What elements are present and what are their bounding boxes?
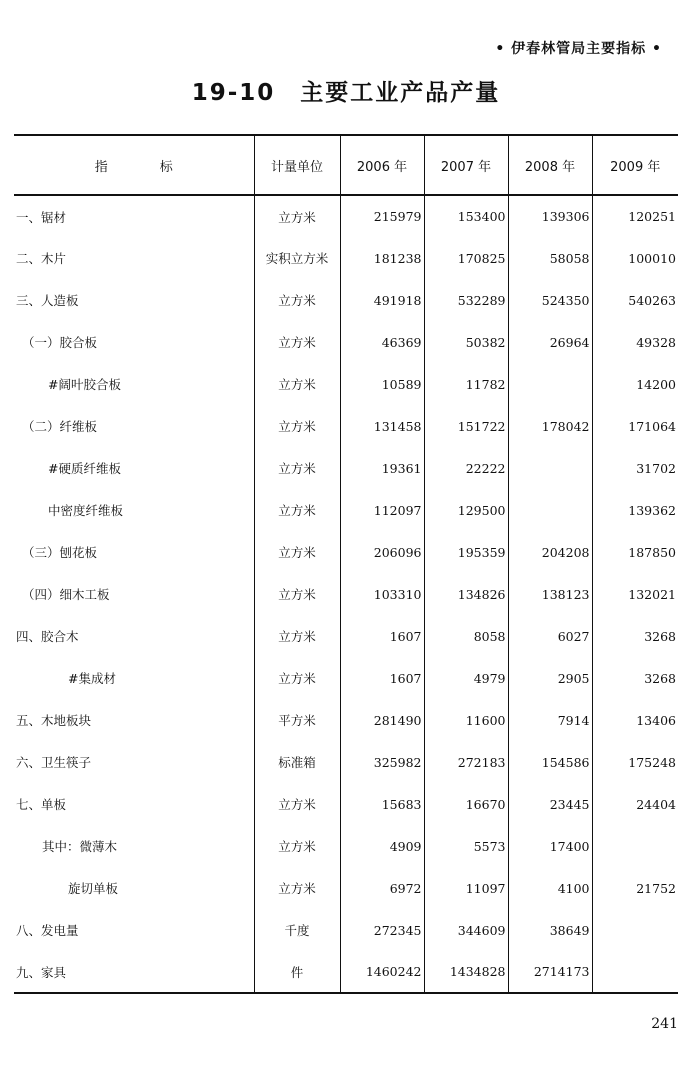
row-unit-cell: 立方米 — [254, 195, 340, 237]
row-value-2007: 272183 — [424, 741, 508, 783]
row-value-2009: 13406 — [592, 699, 678, 741]
row-unit-cell: 立方米 — [254, 279, 340, 321]
table-row — [14, 405, 678, 447]
row-indicator-cell: 旋切单板 — [68, 881, 119, 896]
table-row — [14, 699, 678, 741]
page-number: 241 — [651, 1016, 678, 1032]
row-value-2006: 112097 — [340, 489, 424, 531]
table-row — [14, 531, 678, 573]
row-value-2009 — [592, 909, 678, 951]
row-value-2006: 1607 — [340, 615, 424, 657]
row-unit-cell: 立方米 — [254, 615, 340, 657]
row-value-2009: 540263 — [592, 279, 678, 321]
row-value-2009: 100010 — [592, 237, 678, 279]
table-row — [14, 741, 678, 783]
row-value-2007: 8058 — [424, 615, 508, 657]
row-indicator-cell: #阔叶胶合板 — [48, 377, 121, 392]
table-header-row — [14, 135, 678, 195]
table-row — [14, 489, 678, 531]
row-value-2008: 2714173 — [508, 951, 592, 993]
row-indicator-cell: 五、木地板块 — [16, 713, 92, 728]
row-unit-cell: 立方米 — [254, 405, 340, 447]
row-value-2009: 171064 — [592, 405, 678, 447]
row-value-2009: 187850 — [592, 531, 678, 573]
row-value-2008: 178042 — [508, 405, 592, 447]
row-value-2008: 6027 — [508, 615, 592, 657]
row-indicator-cell: #集成材 — [68, 671, 116, 686]
row-unit-cell: 立方米 — [254, 783, 340, 825]
row-unit-cell: 立方米 — [254, 321, 340, 363]
row-value-2008: 154586 — [508, 741, 592, 783]
table-row — [14, 951, 678, 993]
row-value-2009 — [592, 951, 678, 993]
row-unit-cell: 实积立方米 — [254, 237, 340, 279]
row-value-2008: 2905 — [508, 657, 592, 699]
row-value-2006: 281490 — [340, 699, 424, 741]
row-unit-cell: 立方米 — [254, 489, 340, 531]
row-indicator-cell: （三）刨花板 — [22, 545, 98, 560]
row-value-2007: 4979 — [424, 657, 508, 699]
row-value-2008: 138123 — [508, 573, 592, 615]
row-indicator-cell: 四、胶合木 — [16, 629, 79, 644]
row-unit-cell: 件 — [254, 951, 340, 993]
row-unit-cell: 平方米 — [254, 699, 340, 741]
row-unit-cell: 立方米 — [254, 363, 340, 405]
table-row — [14, 195, 678, 237]
row-value-2007: 134826 — [424, 573, 508, 615]
row-indicator-cell: 三、人造板 — [16, 293, 79, 308]
row-value-2008: 524350 — [508, 279, 592, 321]
row-value-2007: 532289 — [424, 279, 508, 321]
row-unit-cell: 立方米 — [254, 531, 340, 573]
column-header-2009: 2009 年 — [592, 135, 678, 195]
row-unit-cell: 立方米 — [254, 867, 340, 909]
row-indicator-cell: 九、家具 — [14, 951, 254, 993]
row-value-2008 — [508, 489, 592, 531]
row-indicator-cell: 中密度纤维板 — [48, 503, 124, 518]
row-value-2006: 325982 — [340, 741, 424, 783]
row-value-2007: 170825 — [424, 237, 508, 279]
row-value-2007: 344609 — [424, 909, 508, 951]
row-value-2006: 10589 — [340, 363, 424, 405]
row-value-2007: 11600 — [424, 699, 508, 741]
row-value-2008: 58058 — [508, 237, 592, 279]
row-value-2006: 206096 — [340, 531, 424, 573]
row-value-2007: 195359 — [424, 531, 508, 573]
row-unit-cell: 立方米 — [254, 573, 340, 615]
row-value-2006: 1607 — [340, 657, 424, 699]
column-header-2006: 2006 年 — [340, 135, 424, 195]
row-value-2009: 175248 — [592, 741, 678, 783]
row-value-2007: 11097 — [424, 867, 508, 909]
row-value-2009: 139362 — [592, 489, 678, 531]
table-row — [14, 909, 678, 951]
row-indicator-cell: （一）胶合板 — [22, 335, 98, 350]
table-row — [14, 783, 678, 825]
column-header-2008: 2008 年 — [508, 135, 592, 195]
table-title: 19-10 主要工业产品产量 — [191, 80, 501, 106]
row-value-2009: 132021 — [592, 573, 678, 615]
row-value-2008 — [508, 363, 592, 405]
row-value-2009: 3268 — [592, 657, 678, 699]
row-value-2008: 23445 — [508, 783, 592, 825]
row-value-2008: 38649 — [508, 909, 592, 951]
column-header-unit: 计量单位 — [254, 135, 340, 195]
row-value-2008: 4100 — [508, 867, 592, 909]
production-table-container — [14, 134, 678, 994]
row-value-2008: 7914 — [508, 699, 592, 741]
row-value-2009: 24404 — [592, 783, 678, 825]
row-value-2006: 6972 — [340, 867, 424, 909]
row-value-2007: 1434828 — [424, 951, 508, 993]
table-row — [14, 279, 678, 321]
running-header: • 伊春林管局主要指标 • — [495, 41, 662, 57]
row-value-2006: 491918 — [340, 279, 424, 321]
row-value-2007: 5573 — [424, 825, 508, 867]
row-value-2009: 120251 — [592, 195, 678, 237]
row-value-2007: 11782 — [424, 363, 508, 405]
row-value-2009: 14200 — [592, 363, 678, 405]
row-indicator-cell: 其中：微薄木 — [42, 839, 118, 854]
row-value-2007: 129500 — [424, 489, 508, 531]
row-value-2008: 17400 — [508, 825, 592, 867]
row-indicator-cell: 六、卫生筷子 — [16, 755, 92, 770]
row-unit-cell: 立方米 — [254, 657, 340, 699]
row-value-2009: 31702 — [592, 447, 678, 489]
row-value-2007: 16670 — [424, 783, 508, 825]
row-value-2009: 3268 — [592, 615, 678, 657]
row-value-2007: 153400 — [424, 195, 508, 237]
row-value-2008 — [508, 447, 592, 489]
row-indicator-cell: 八、发电量 — [16, 923, 79, 938]
row-indicator-cell: 七、单板 — [16, 797, 67, 812]
row-indicator-cell: （二）纤维板 — [22, 419, 98, 434]
row-value-2006: 46369 — [340, 321, 424, 363]
row-value-2008: 204208 — [508, 531, 592, 573]
row-unit-cell: 立方米 — [254, 825, 340, 867]
row-value-2009: 21752 — [592, 867, 678, 909]
table-row — [14, 573, 678, 615]
row-unit-cell: 标准箱 — [254, 741, 340, 783]
table-row — [14, 657, 678, 699]
row-value-2006: 1460242 — [340, 951, 424, 993]
row-unit-cell: 立方米 — [254, 447, 340, 489]
row-unit-cell: 千度 — [254, 909, 340, 951]
row-value-2006: 4909 — [340, 825, 424, 867]
row-value-2006: 19361 — [340, 447, 424, 489]
table-row — [14, 825, 678, 867]
table-row — [14, 867, 678, 909]
row-value-2009: 49328 — [592, 321, 678, 363]
production-table — [14, 134, 678, 994]
table-body — [14, 195, 678, 993]
table-row — [14, 237, 678, 279]
row-indicator-cell: #硬质纤维板 — [48, 461, 121, 476]
row-value-2006: 15683 — [340, 783, 424, 825]
row-value-2009 — [592, 825, 678, 867]
column-header-2007: 2007 年 — [424, 135, 508, 195]
row-value-2006: 181238 — [340, 237, 424, 279]
row-value-2006: 131458 — [340, 405, 424, 447]
row-indicator-cell: 二、木片 — [16, 251, 67, 266]
row-value-2006: 215979 — [340, 195, 424, 237]
row-value-2008: 26964 — [508, 321, 592, 363]
table-row — [14, 321, 678, 363]
table-row — [14, 447, 678, 489]
row-indicator-cell: （四）细木工板 — [22, 587, 110, 602]
row-value-2007: 50382 — [424, 321, 508, 363]
row-value-2007: 151722 — [424, 405, 508, 447]
row-value-2006: 272345 — [340, 909, 424, 951]
column-header-indicator: 指 标 — [14, 135, 254, 195]
row-value-2007: 22222 — [424, 447, 508, 489]
table-row — [14, 615, 678, 657]
row-value-2008: 139306 — [508, 195, 592, 237]
row-indicator-cell: 一、锯材 — [16, 209, 67, 225]
row-value-2006: 103310 — [340, 573, 424, 615]
table-row — [14, 363, 678, 405]
